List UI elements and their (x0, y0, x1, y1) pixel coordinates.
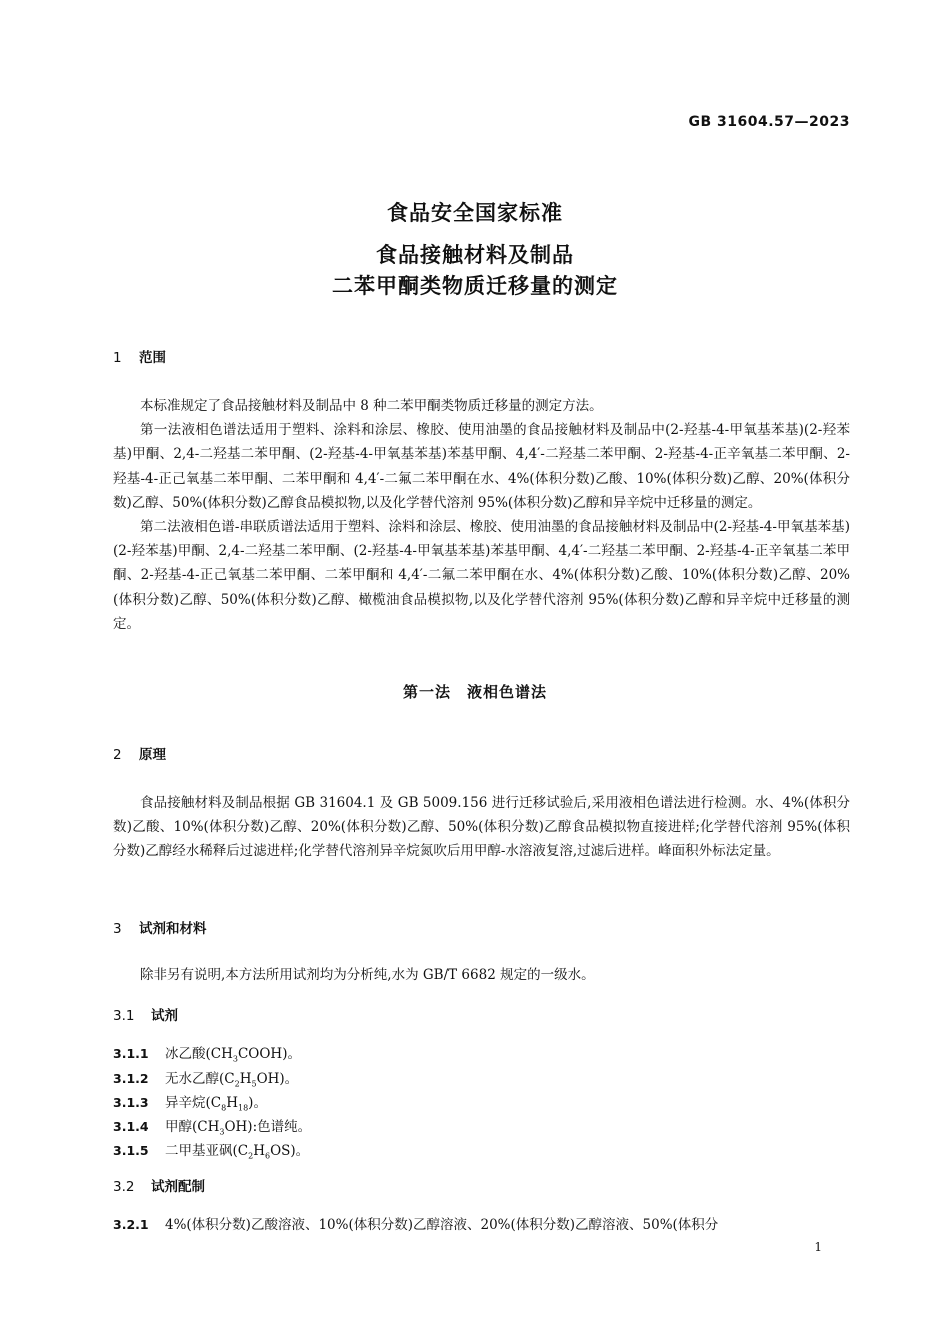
subsection-3-2-1 (113, 1213, 850, 1233)
section-title: 范围 (139, 350, 166, 366)
item-text: OH):色谱纯。 (224, 1119, 312, 1135)
subsection-3-2-heading (113, 1175, 205, 1195)
section-title: 试剂和材料 (139, 921, 207, 937)
section-number: 3.1 (113, 1008, 135, 1024)
item-number: 3.1.5 (113, 1143, 149, 1158)
item-text: 无水乙醇(C (165, 1071, 235, 1087)
paragraph: 本标准规定了食品接触材料及制品中 8 种二苯甲酮类物质迁移量的测定方法。 (140, 398, 603, 414)
section-title: 试剂 (151, 1008, 178, 1024)
paragraph: 第二法液相色谱-串联质谱法适用于塑料、涂料和涂层、橡胶、使用油墨的食品接触材料及制品中(2-羟基-4-甲氧基苯基)(2-羟苯基)甲酮、2,4-二羟基二苯甲酮、(2-羟基-4-甲氧基苯基)苯基甲酮、4,4′-二羟基二苯甲酮、2-羟基-4-正辛氧基二苯甲酮、2-羟基-4-正己氧基二苯甲酮、二苯甲酮和 4,4′-二氟二苯甲酮在水、4%(体积分数)乙酸、10%(体积分数)乙醇、20%(体积分数)乙醇、50%(体积分数)乙醇、橄榄油食品模拟物,以及化学替代溶剂 95%(体积分数)乙醇和异辛烷中迁移量的测定。 (113, 519, 850, 632)
item-text: OS)。 (270, 1143, 310, 1159)
subscript: 6 (264, 1151, 271, 1161)
item-text: 冰乙酸(CH (165, 1046, 233, 1062)
document-subtitle-1: 食品接触材料及制品 (376, 243, 574, 267)
subscript: 3 (219, 1127, 225, 1137)
item-text: )。 (282, 1046, 301, 1062)
reagent-item (113, 1042, 301, 1064)
item-text: H (253, 1143, 265, 1159)
subscript: 2 (234, 1079, 240, 1089)
reagent-item (113, 1091, 267, 1113)
section-title: 原理 (139, 747, 166, 763)
item-text: H (226, 1095, 238, 1111)
item-text: 4%(体积分数)乙酸溶液、10%(体积分数)乙醇溶液、20%(体积分数)乙醇溶液、50%(体积分 (165, 1217, 719, 1233)
item-text: 二甲基亚砜(C (165, 1143, 249, 1159)
item-text: )。 (248, 1095, 267, 1111)
paragraph: 食品接触材料及制品根据 GB 31604.1 及 GB 5009.156 进行迁移试验后,采用液相色谱法进行检测。水、4%(体积分数)乙酸、10%(体积分数)乙醇、20%(体积分数)乙醇、50%(体积分数)乙醇食品模拟物直接进样;化学替代溶剂 95%(体积分数)乙醇经水稀释后过滤进样;化学替代溶剂异辛烷氮吹后用甲醇-水溶液复溶,过滤后进样。峰面积外标法定量。 (113, 795, 850, 860)
document-subtitle-2: 二苯甲酮类物质迁移量的测定 (332, 274, 618, 298)
subsection-3-1-heading (113, 1004, 178, 1024)
item-number: 3.1.4 (113, 1119, 149, 1134)
section-2-heading (113, 743, 166, 763)
subscript: 5 (251, 1079, 257, 1089)
section-number: 3.2 (113, 1179, 135, 1195)
reagent-item (113, 1139, 309, 1161)
section-1-heading (113, 346, 166, 366)
item-text: H (239, 1071, 252, 1087)
reagent-item (113, 1067, 298, 1089)
item-text: COOH (237, 1046, 283, 1062)
section-1-body (113, 394, 850, 636)
subscript: 8 (221, 1103, 227, 1113)
subscript: 3 (232, 1054, 238, 1064)
item-text: 异辛烷(C (165, 1095, 222, 1111)
section-3-heading (113, 917, 207, 937)
subscript: 18 (237, 1103, 249, 1113)
reagent-item (113, 1115, 311, 1137)
page-number: 1 (814, 1240, 822, 1254)
standard-number: GB 31604.57—2023 (688, 114, 850, 130)
item-number: 3.1.3 (113, 1095, 149, 1110)
section-2-body (113, 791, 850, 864)
paragraph: 除非另有说明,本方法所用试剂均为分析纯,水为 GB/T 6682 规定的一级水。 (140, 967, 595, 983)
section-title: 试剂配制 (151, 1179, 205, 1195)
section-3-body (113, 963, 850, 987)
item-number: 3.2.1 (113, 1217, 149, 1232)
section-number: 1 (113, 350, 122, 366)
subscript: 2 (248, 1151, 254, 1161)
document-title: 食品安全国家标准 (387, 201, 563, 225)
method-1-heading: 第一法 液相色谱法 (402, 683, 547, 701)
item-number: 3.1.1 (113, 1046, 149, 1061)
item-text: 甲醇(CH (165, 1119, 220, 1135)
item-text: OH)。 (256, 1071, 299, 1087)
item-number: 3.1.2 (113, 1071, 149, 1086)
section-number: 2 (113, 747, 122, 763)
paragraph: 第一法液相色谱法适用于塑料、涂料和涂层、橡胶、使用油墨的食品接触材料及制品中(2-羟基-4-甲氧基苯基)(2-羟苯基)甲酮、2,4-二羟基二苯甲酮、(2-羟基-4-甲氧基苯基)苯基甲酮、4,4′-二羟基二苯甲酮、2-羟基-4-正辛氧基二苯甲酮、2-羟基-4-正己氧基二苯甲酮、二苯甲酮和 4,4′-二氟二苯甲酮在水、4%(体积分数)乙酸、10%(体积分数)乙醇、20%(体积分数)乙醇、50%(体积分数)乙醇食品模拟物,以及化学替代溶剂 95%(体积分数)乙醇和异辛烷中迁移量的测定。 (113, 422, 850, 511)
section-number: 3 (113, 921, 122, 937)
